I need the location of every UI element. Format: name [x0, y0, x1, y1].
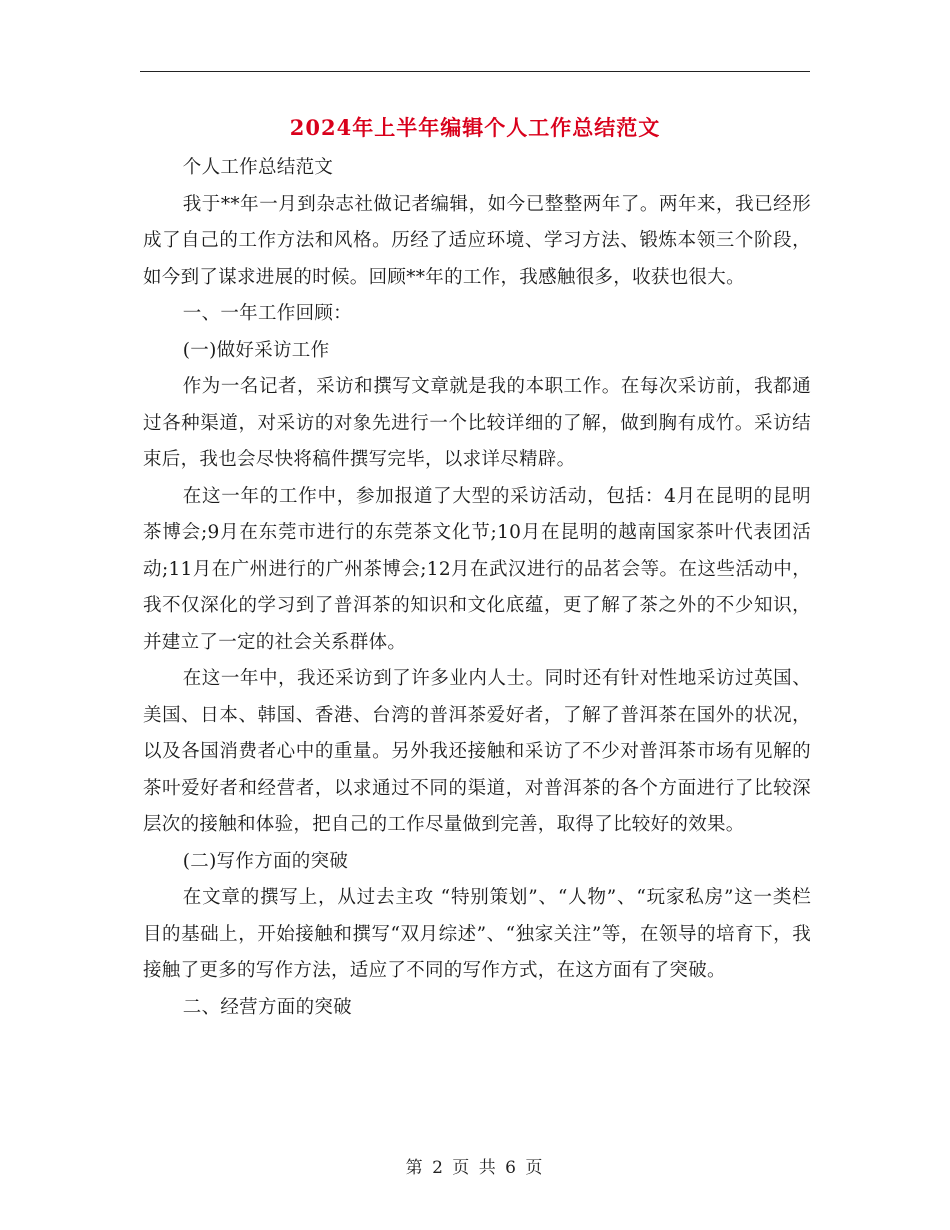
section-heading-1: 一、一年工作回顾：	[182, 303, 352, 324]
paragraph-interviews: 作为一名记者，采访和撰写文章就是我的本职工作。在每次采访前，我都通过各种渠道，对采访的对象先进行一个比较详细的了解，做到胸有成竹。采访结束后，我也会尽快将稿件撰写完毕，以求详尽精辟。	[143, 376, 811, 470]
subsection-heading-1: (一)做好采访工作	[182, 339, 330, 361]
document-body	[143, 150, 811, 1026]
paragraph-industry: 在这一年中，我还采访到了许多业内人士。同时还有针对性地采访过英国、美国、日本、韩国、香港、台湾的普洱茶爱好者，了解了普洱茶在国外的状况，以及各国消费者心中的重量。另外我还接触和采访了不少对普洱茶市场有见解的茶叶爱好者和经营者，以求通过不同的渠道，对普洱茶的各个方面进行了比较深层次的接触和体验，把自己的工作尽量做到完善，取得了比较好的效果。	[143, 668, 811, 835]
document-title: 2024年上半年编辑个人工作总结范文	[289, 115, 661, 140]
page-footer: 第 2 页 共 6 页	[405, 1158, 545, 1178]
paragraph-activities: 在这一年的工作中，参加报道了大型的采访活动，包括：4月在昆明的昆明茶博会;9月在东莞市进行的东莞茶文化节;10月在昆明的越南国家茶叶代表团活动;11月在广州进行的广州茶博会;12月在武汉进行的品茗会等。在这些活动中，我不仅深化的学习到了普洱茶的知识和文化底蕴，更了解了茶之外的不少知识，并建立了一定的社会关系群体。	[143, 485, 811, 653]
paragraph-writing: 在文章的撰写上，从过去主攻 “特别策划”、“人物”、“玩家私房”这一类栏目的基础上，开始接触和撰写“双月综述”、“独家关注”等，在领导的培育下，我接触了更多的写作方法，适应了不同的写作方式，在这方面有了突破。	[143, 887, 811, 981]
section-heading-2: 二、经营方面的突破	[182, 996, 352, 1018]
header-rule	[140, 71, 810, 72]
paragraph-subtitle: 个人工作总结范文	[182, 157, 334, 178]
subsection-heading-2: (二)写作方面的突破	[182, 850, 349, 872]
paragraph-intro: 我于**年一月到杂志社做记者编辑，如今已整整两年了。两年来，我已经形成了自己的工作方法和风格。历经了适应环境、学习方法、锻炼本领三个阶段，如今到了谋求进展的时候。回顾**年的工作，我感触很多，收获也很大。	[143, 193, 811, 288]
